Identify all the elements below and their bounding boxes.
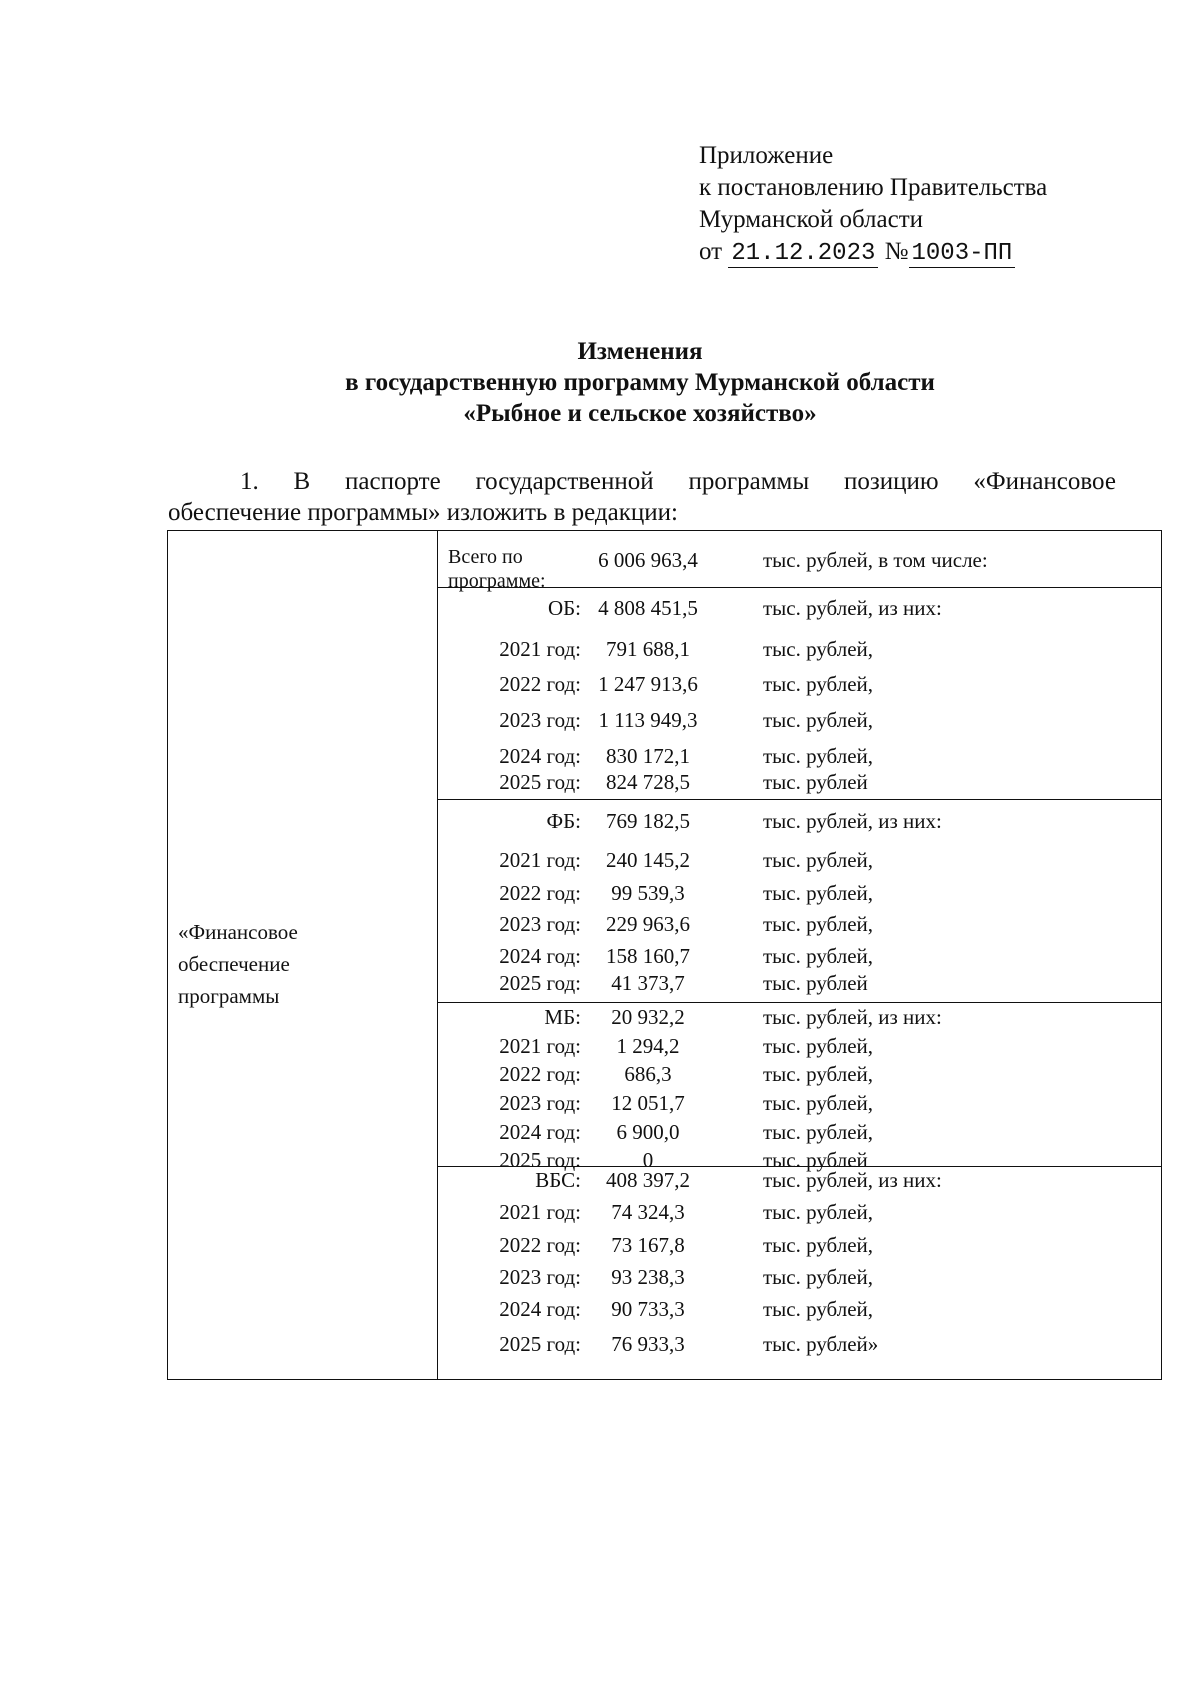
table-row — [438, 1264, 1161, 1290]
table-row — [438, 808, 1161, 834]
row-label: 2023 год: — [499, 1265, 581, 1289]
row-label: 2025 год: — [499, 971, 581, 995]
date-prefix: от — [699, 238, 723, 265]
paragraph-word: позицию — [843, 468, 939, 495]
row-label: 2025 год: — [499, 770, 581, 794]
row-value: 229 963,6 — [606, 912, 690, 936]
row-unit: тыс. рублей» — [763, 1332, 879, 1356]
paragraph-line-2: обеспечение программы» изложить в редакции: — [168, 499, 678, 526]
row-label: 2024 год: — [499, 944, 581, 968]
row-value: 240 145,2 — [606, 848, 690, 872]
paragraph-1 — [168, 466, 1116, 528]
total-unit: тыс. рублей, в том числе: — [763, 548, 988, 572]
row-unit: тыс. рублей, — [763, 848, 874, 872]
row-label: 2021 год: — [499, 1034, 581, 1058]
row-unit: тыс. рублей, — [763, 637, 874, 661]
row-value: 1 294,2 — [616, 1034, 680, 1058]
table-row — [438, 911, 1161, 937]
table-total-section — [438, 531, 1161, 592]
paragraph-word: В — [293, 468, 311, 495]
row-unit: тыс. рублей, — [763, 1062, 874, 1086]
table-row — [438, 847, 1161, 873]
table-row — [438, 1033, 1161, 1059]
row-value: 408 397,2 — [606, 1168, 690, 1192]
row-value: 769 182,5 — [606, 809, 690, 833]
row-label: 2022 год: — [499, 1062, 581, 1086]
paragraph-word: «Финансовое — [973, 468, 1116, 495]
row-label: 2024 год: — [499, 1120, 581, 1144]
table-row — [438, 1167, 1161, 1193]
total-label — [448, 545, 546, 593]
budget-section — [438, 588, 1161, 800]
table-row — [438, 636, 1161, 662]
financing-label-line: «Финансовое — [178, 920, 298, 944]
total-label-line: Всего по — [448, 546, 523, 568]
table-row — [438, 1119, 1161, 1145]
row-label: 2023 год: — [499, 708, 581, 732]
row-value: 93 238,3 — [611, 1265, 685, 1289]
row-value: 791 688,1 — [606, 637, 690, 661]
financing-table — [167, 530, 1162, 1380]
annex-line-1: Приложение — [699, 142, 834, 169]
title-line-1: Изменения — [577, 338, 703, 365]
table-row — [438, 707, 1161, 733]
table-row — [438, 1232, 1161, 1258]
row-label: 2021 год: — [499, 1200, 581, 1224]
row-value: 1 113 949,3 — [598, 708, 698, 732]
row-label: МБ: — [544, 1005, 581, 1029]
row-label: 2021 год: — [499, 848, 581, 872]
row-value: 74 324,3 — [611, 1200, 685, 1224]
paragraph-word: программы — [688, 468, 810, 495]
table-row — [438, 1199, 1161, 1225]
row-label: 2021 год: — [499, 637, 581, 661]
paragraph-number: 1. — [240, 468, 259, 495]
row-value: 99 539,3 — [611, 881, 685, 905]
table-left-cell — [168, 531, 438, 1379]
row-unit: тыс. рублей, — [763, 1265, 874, 1289]
row-value: 824 728,5 — [606, 770, 690, 794]
budget-section — [438, 1003, 1161, 1172]
row-value: 1 247 913,6 — [598, 672, 698, 696]
row-unit: тыс. рублей, — [763, 944, 874, 968]
table-row — [438, 880, 1161, 906]
row-label: 2023 год: — [499, 1091, 581, 1115]
table-row — [438, 1090, 1161, 1116]
row-value: 0 — [642, 1148, 654, 1172]
budget-section — [438, 800, 1161, 1003]
title-line-2: в государственную программу Мурманской области — [345, 369, 935, 396]
table-row — [438, 1331, 1161, 1357]
table-row — [438, 943, 1161, 969]
row-value: 830 172,1 — [606, 744, 690, 768]
table-row — [438, 1296, 1161, 1322]
row-unit: тыс. рублей, — [763, 1297, 874, 1321]
row-label: ОБ: — [547, 596, 581, 620]
row-label: 2025 год: — [499, 1148, 581, 1172]
row-value: 686,3 — [624, 1062, 672, 1086]
annex-line-3: Мурманской области — [699, 206, 924, 233]
row-value: 4 808 451,5 — [598, 596, 698, 620]
budget-section — [438, 1167, 1161, 1381]
row-label: 2024 год: — [499, 1297, 581, 1321]
annex-block — [699, 140, 1047, 268]
table-row — [438, 769, 1161, 795]
row-label: 2022 год: — [499, 881, 581, 905]
table-row — [438, 1004, 1161, 1030]
row-unit: тыс. рублей, — [763, 672, 874, 696]
row-unit: тыс. рублей, — [763, 912, 874, 936]
row-label: ФБ: — [546, 809, 581, 833]
financing-label-line: обеспечение — [178, 952, 290, 976]
financing-label-line: программы — [178, 984, 280, 1008]
table-row — [438, 970, 1161, 996]
row-unit: тыс. рублей, из них: — [763, 1005, 942, 1029]
paragraph-line-1 — [168, 466, 1116, 497]
row-value: 90 733,3 — [611, 1297, 685, 1321]
row-unit: тыс. рублей, — [763, 1233, 874, 1257]
row-label: 2022 год: — [499, 672, 581, 696]
table-row — [438, 546, 1161, 592]
row-value: 12 051,7 — [611, 1091, 685, 1115]
row-unit: тыс. рублей, — [763, 1120, 874, 1144]
row-value: 6 900,0 — [616, 1120, 680, 1144]
row-value: 76 933,3 — [611, 1332, 685, 1356]
row-value: 73 167,8 — [611, 1233, 685, 1257]
row-unit: тыс. рублей, — [763, 1091, 874, 1115]
title-line-3: «Рыбное и сельское хозяйство» — [463, 400, 817, 427]
row-unit: тыс. рублей — [763, 971, 868, 995]
row-unit: тыс. рублей, — [763, 708, 874, 732]
row-unit: тыс. рублей, из них: — [763, 809, 942, 833]
row-value: 158 160,7 — [606, 944, 690, 968]
paragraph-word: государственной — [475, 468, 654, 495]
paragraph-word: паспорте — [345, 468, 441, 495]
row-label: 2022 год: — [499, 1233, 581, 1257]
table-row — [438, 595, 1161, 621]
table-row — [438, 1061, 1161, 1087]
row-unit: тыс. рублей, из них: — [763, 1168, 942, 1192]
row-unit: тыс. рублей — [763, 1148, 868, 1172]
document-title — [0, 336, 1200, 429]
row-unit: тыс. рублей, — [763, 881, 874, 905]
annex-line-2: к постановлению Правительства — [699, 174, 1048, 201]
row-label: ВБС: — [535, 1168, 581, 1192]
row-value: 20 932,2 — [611, 1005, 685, 1029]
annex-date-line — [699, 236, 1047, 268]
row-label: 2023 год: — [499, 912, 581, 936]
number-value: 1003-ПП — [909, 241, 1016, 268]
row-unit: тыс. рублей — [763, 770, 868, 794]
total-value: 6 006 963,4 — [598, 548, 698, 572]
financing-label — [178, 916, 298, 1012]
date-value: 21.12.2023 — [728, 241, 878, 268]
row-unit: тыс. рублей, из них: — [763, 596, 942, 620]
row-unit: тыс. рублей, — [763, 744, 874, 768]
number-prefix: № — [884, 238, 909, 265]
table-row — [438, 743, 1161, 769]
row-unit: тыс. рублей, — [763, 1034, 874, 1058]
row-value: 41 373,7 — [611, 971, 685, 995]
table-row — [438, 671, 1161, 697]
row-label: 2025 год: — [499, 1332, 581, 1356]
total-label-line: программе: — [448, 570, 546, 592]
row-unit: тыс. рублей, — [763, 1200, 874, 1224]
row-label: 2024 год: — [499, 744, 581, 768]
